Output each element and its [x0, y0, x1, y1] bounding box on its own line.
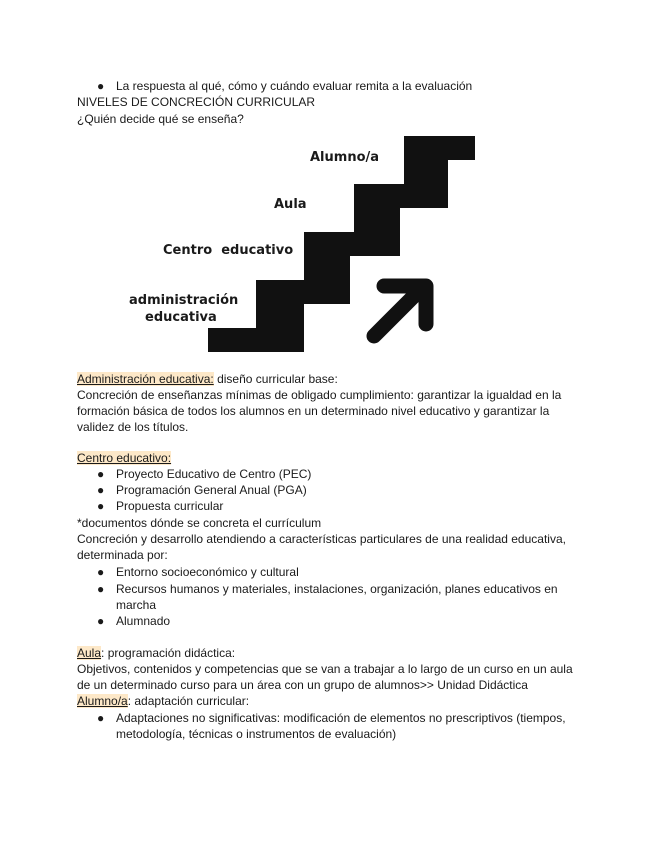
- aula-label: Aula: [77, 646, 102, 660]
- section-title: NIVELES DE CONCRECIÓN CURRICULAR: [77, 95, 316, 109]
- alumno-label-suffix: : adaptación curricular:: [127, 694, 250, 708]
- aula-label-suffix: : programación didáctica:: [101, 646, 236, 660]
- aula-para-line: de un determinado curso para un área con un grupo de alumnos>> Unidad Didáctica: [77, 678, 528, 692]
- admin-label-suffix: diseño curricular base:: [213, 372, 338, 386]
- admin-para-line: Concreción de enseñanzas mínimas de obligado cumplimiento: garantizar la igualdad en la: [77, 388, 562, 402]
- alumno-label: Alumno/a: [77, 694, 128, 708]
- centro-label: Centro educativo:: [77, 451, 172, 465]
- staircase-diagram: [120, 130, 480, 358]
- admin-label: Administración educativa:: [77, 372, 214, 386]
- centro-bullet: Programación General Anual (PGA): [116, 483, 307, 497]
- centro-bullet2: Alumnado: [116, 614, 171, 628]
- bullet-dot: ●: [97, 483, 105, 497]
- centro-para-line: determinada por:: [77, 548, 168, 562]
- bullet-dot: ●: [97, 565, 105, 579]
- centro-para-line: Concreción y desarrollo atendiendo a características particulares de una realidad educativa,: [77, 532, 566, 546]
- arrow-up-right-icon: [374, 286, 426, 336]
- label-aula: Aula: [274, 197, 307, 212]
- admin-para-line: formación básica de todos los alumnos en un determinado nivel educativo y garantizar la: [77, 404, 550, 418]
- centro-bullet: Propuesta curricular: [116, 499, 224, 513]
- intro-bullet-text: La respuesta al qué, cómo y cuándo evaluar remita a la evaluación: [116, 79, 473, 93]
- bullet-dot: ●: [97, 499, 105, 513]
- centro-bullet2-continuation: marcha: [116, 598, 157, 612]
- bullet-dot: ●: [97, 711, 105, 725]
- intro-question: ¿Quién decide qué se enseña?: [77, 112, 244, 126]
- bullet-dot: ●: [97, 467, 105, 481]
- label-admin-line1: administración: [129, 293, 239, 308]
- admin-para-line: validez de los títulos.: [77, 420, 189, 434]
- centro-bullet2: Recursos humanos y materiales, instalaciones, organización, planes educativos en: [116, 582, 558, 596]
- admin-heading: [77, 371, 338, 387]
- alumno-bullet-line: Adaptaciones no significativas: modificación de elementos no prescriptivos (tiempos,: [116, 711, 566, 725]
- aula-heading: [77, 645, 235, 661]
- label-alumno: Alumno/a: [310, 150, 380, 165]
- aula-para-line: Objetivos, contenidos y competencias que se van a trabajar a lo largo de un curso en un aula: [77, 662, 573, 676]
- bullet-dot: ●: [97, 79, 105, 93]
- centro-bullet2: Entorno socioeconómico y cultural: [116, 565, 299, 579]
- bullet-dot: ●: [97, 582, 105, 596]
- centro-heading: [77, 450, 171, 466]
- alumno-bullet-line: metodología, técnicas o instrumentos de evaluación): [116, 727, 397, 741]
- centro-note: *documentos dónde se concreta el currículum: [77, 516, 322, 530]
- centro-bullet: Proyecto Educativo de Centro (PEC): [116, 467, 312, 481]
- bullet-dot: ●: [97, 614, 105, 628]
- label-centro: Centro educativo: [163, 243, 294, 258]
- label-admin-line2: educativa: [145, 310, 217, 325]
- alumno-heading: [77, 693, 249, 709]
